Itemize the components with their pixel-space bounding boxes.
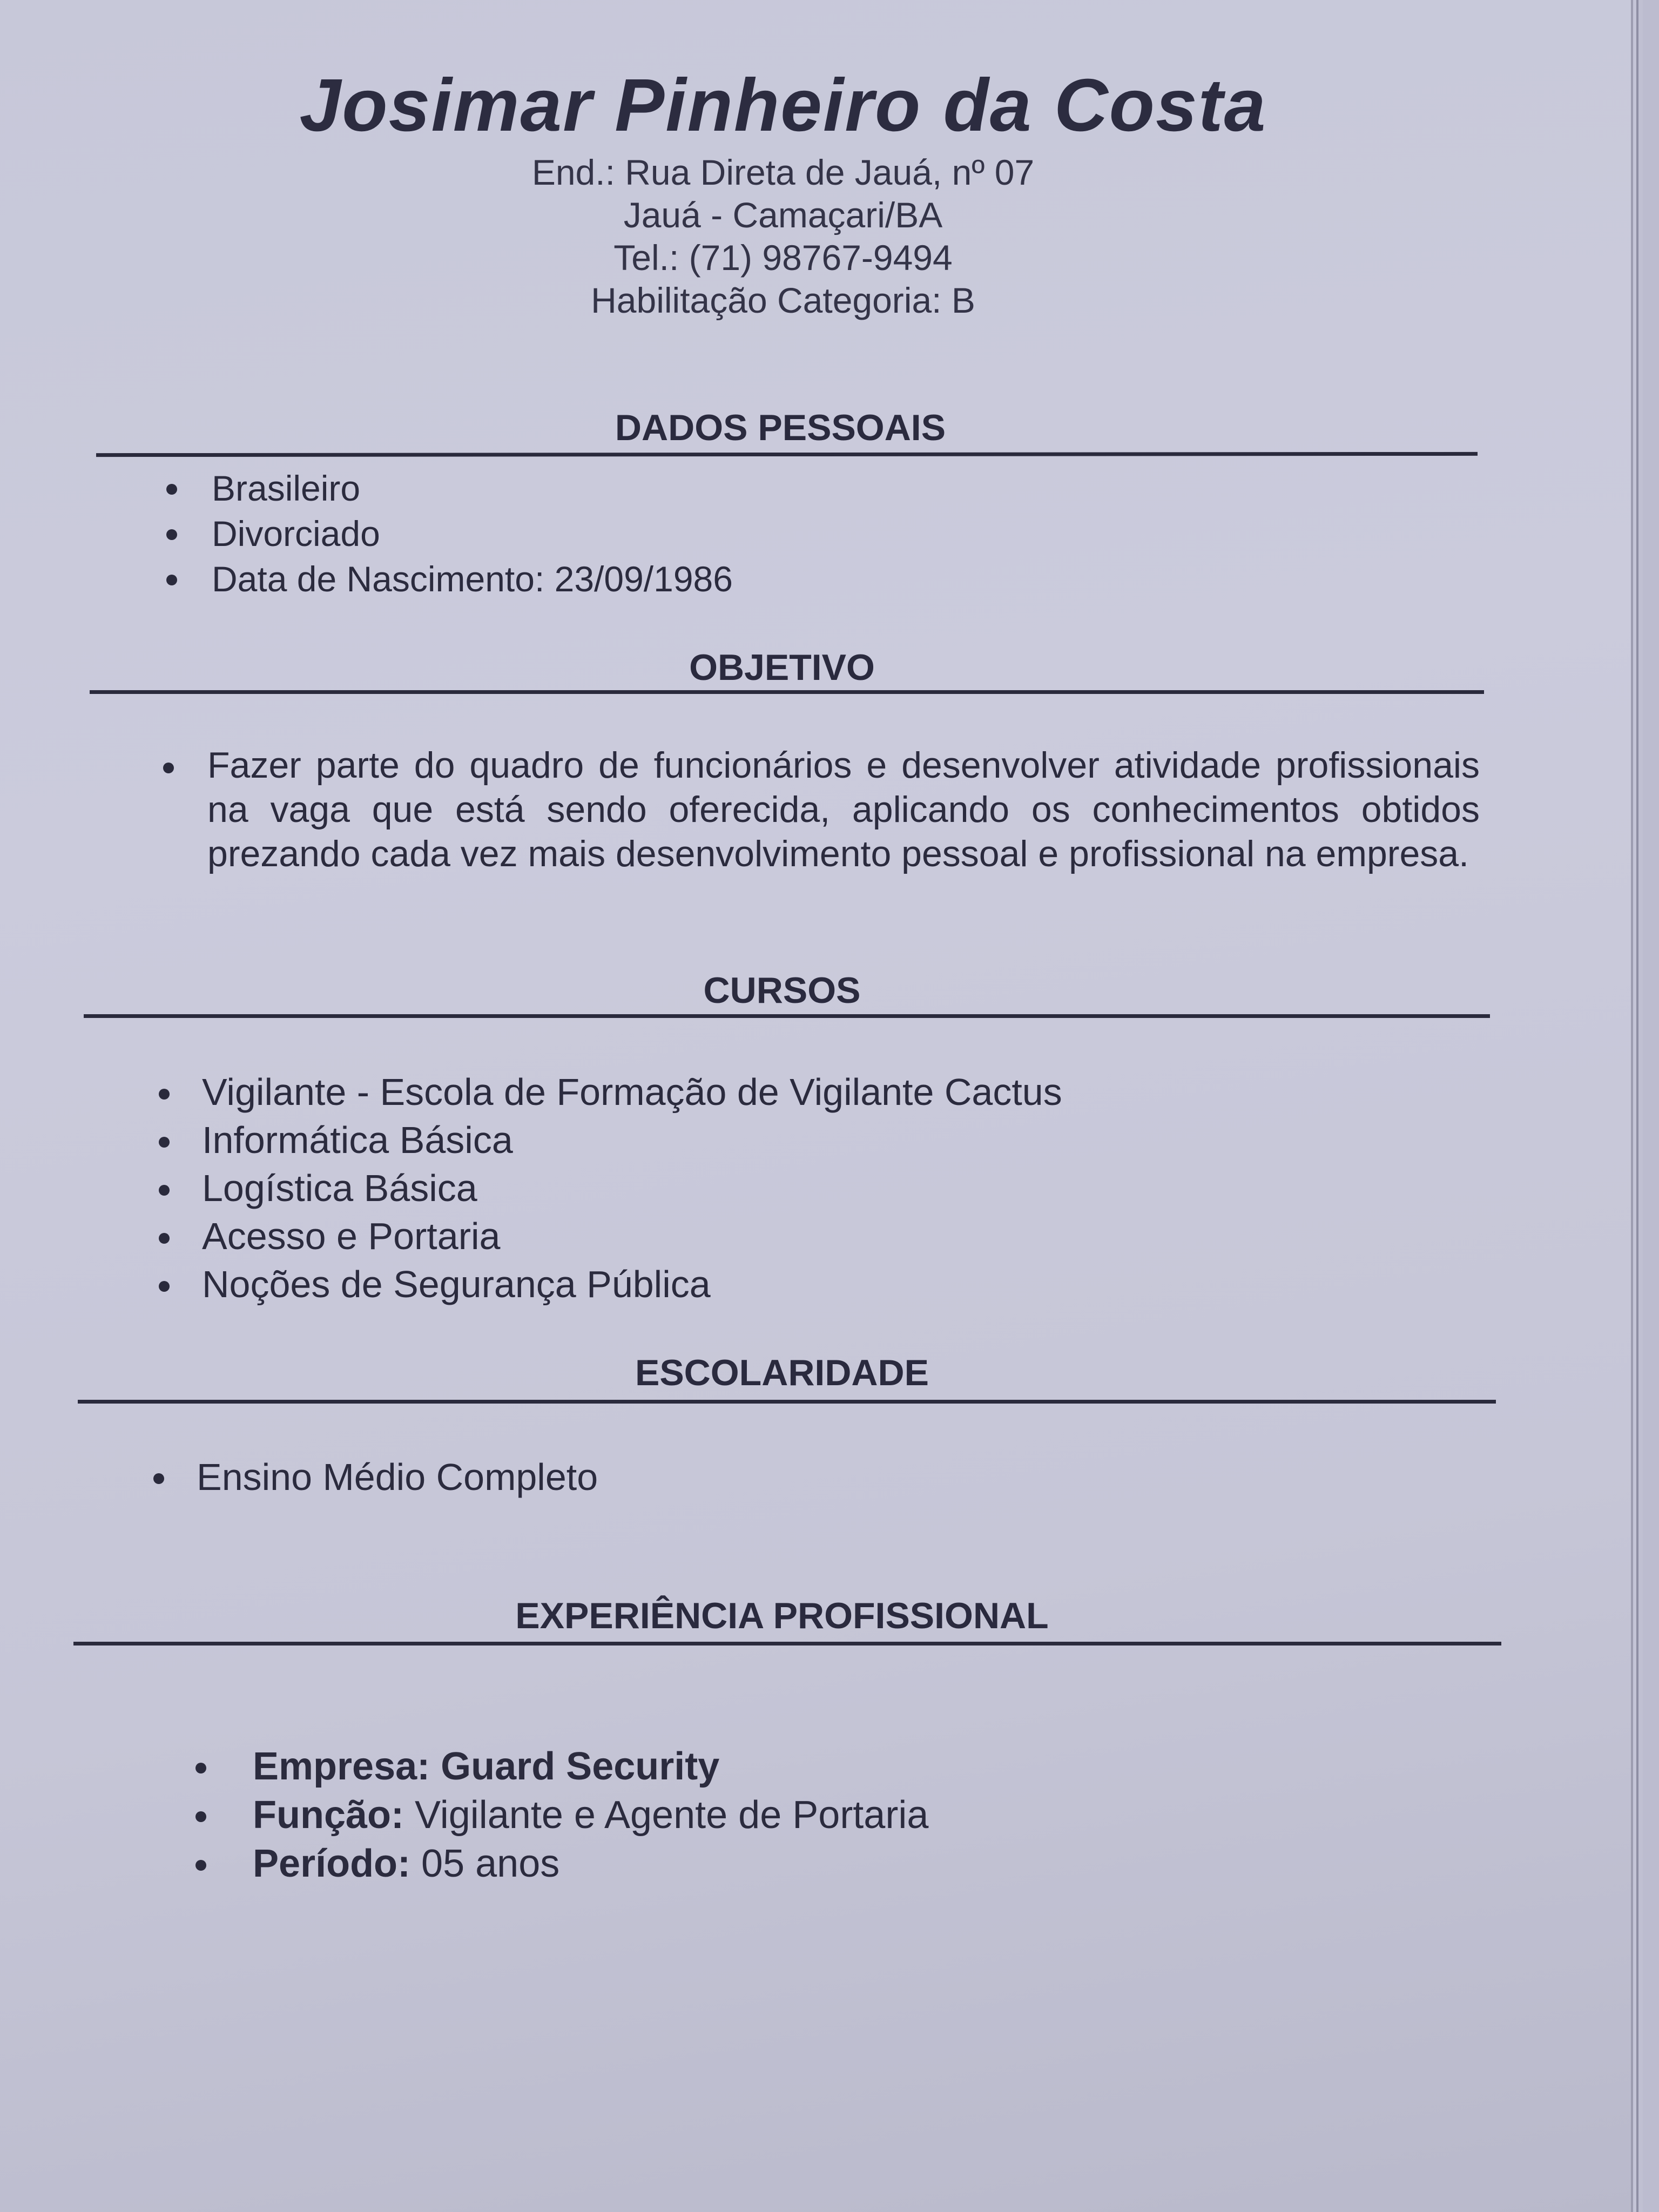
experience-list (195, 1742, 928, 1888)
section-title-courses: CURSOS (703, 970, 861, 1011)
resume-header (0, 59, 1566, 322)
personal-list (167, 466, 733, 602)
section-title-personal: DADOS PESSOAIS (615, 407, 946, 448)
list-item: Informática Básica (157, 1116, 1062, 1164)
bullet-icon (195, 1763, 206, 1773)
list-item (195, 1742, 928, 1791)
list-item: Logística Básica (157, 1164, 1062, 1212)
bullet-icon (166, 529, 177, 540)
list-item (162, 743, 1480, 876)
bullet-icon (159, 1137, 170, 1148)
list-item: Data de Nascimento: 23/09/1986 (167, 556, 733, 602)
section-divider (84, 1014, 1490, 1018)
education-list (151, 1453, 598, 1501)
bullet-icon (159, 1185, 170, 1196)
period-value: 05 anos (421, 1842, 560, 1885)
bullet-icon (195, 1811, 206, 1822)
list-item (195, 1839, 928, 1888)
bullet-icon (159, 1281, 170, 1292)
bullet-icon (159, 1089, 170, 1100)
section-title-experience: EXPERIÊNCIA PROFISSIONAL (515, 1595, 1049, 1636)
section-divider (90, 690, 1484, 694)
objective-text: Fazer parte do quadro de funcionários e desenvolver atividade profissionais na vaga que está sendo oferecida, aplicando os conhecimentos obtidos prezando cada vez mais desenvolvimento pessoal e profissional na empresa. (207, 745, 1480, 874)
section-divider (78, 1400, 1496, 1404)
list-item: Vigilante - Escola de Formação de Vigilante Cactus (157, 1068, 1062, 1116)
list-item: Brasileiro (167, 466, 733, 511)
list-item (195, 1791, 928, 1839)
role-label: Função: (253, 1793, 404, 1837)
bullet-icon (153, 1473, 164, 1484)
section-title-objective: OBJETIVO (689, 647, 875, 688)
section-divider (96, 452, 1478, 457)
list-item: Divorciado (167, 511, 733, 556)
bullet-icon (159, 1233, 170, 1244)
bullet-icon (195, 1860, 206, 1871)
section-divider (73, 1642, 1501, 1645)
city-line: Jauá - Camaçari/BA (623, 195, 943, 235)
bullet-icon (166, 484, 177, 495)
list-item: Ensino Médio Completo (151, 1453, 598, 1501)
candidate-name: Josimar Pinheiro da Costa (299, 64, 1267, 147)
address-line: End.: Rua Direta de Jauá, nº 07 (531, 152, 1035, 192)
license-line: Habilitação Categoria: B (591, 280, 975, 320)
company-line: Empresa: Guard Security (253, 1745, 720, 1788)
section-title-education: ESCOLARIDADE (635, 1352, 929, 1393)
role-value: Vigilante e Agente de Portaria (415, 1793, 929, 1837)
period-label: Período: (253, 1842, 411, 1885)
list-item: Noções de Segurança Pública (157, 1260, 1062, 1309)
phone-line: Tel.: (71) 98767-9494 (613, 238, 953, 278)
courses-list (157, 1068, 1062, 1309)
bullet-icon (163, 763, 174, 773)
list-item: Acesso e Portaria (157, 1212, 1062, 1260)
objective-list (162, 743, 1480, 876)
bullet-icon (166, 575, 177, 585)
